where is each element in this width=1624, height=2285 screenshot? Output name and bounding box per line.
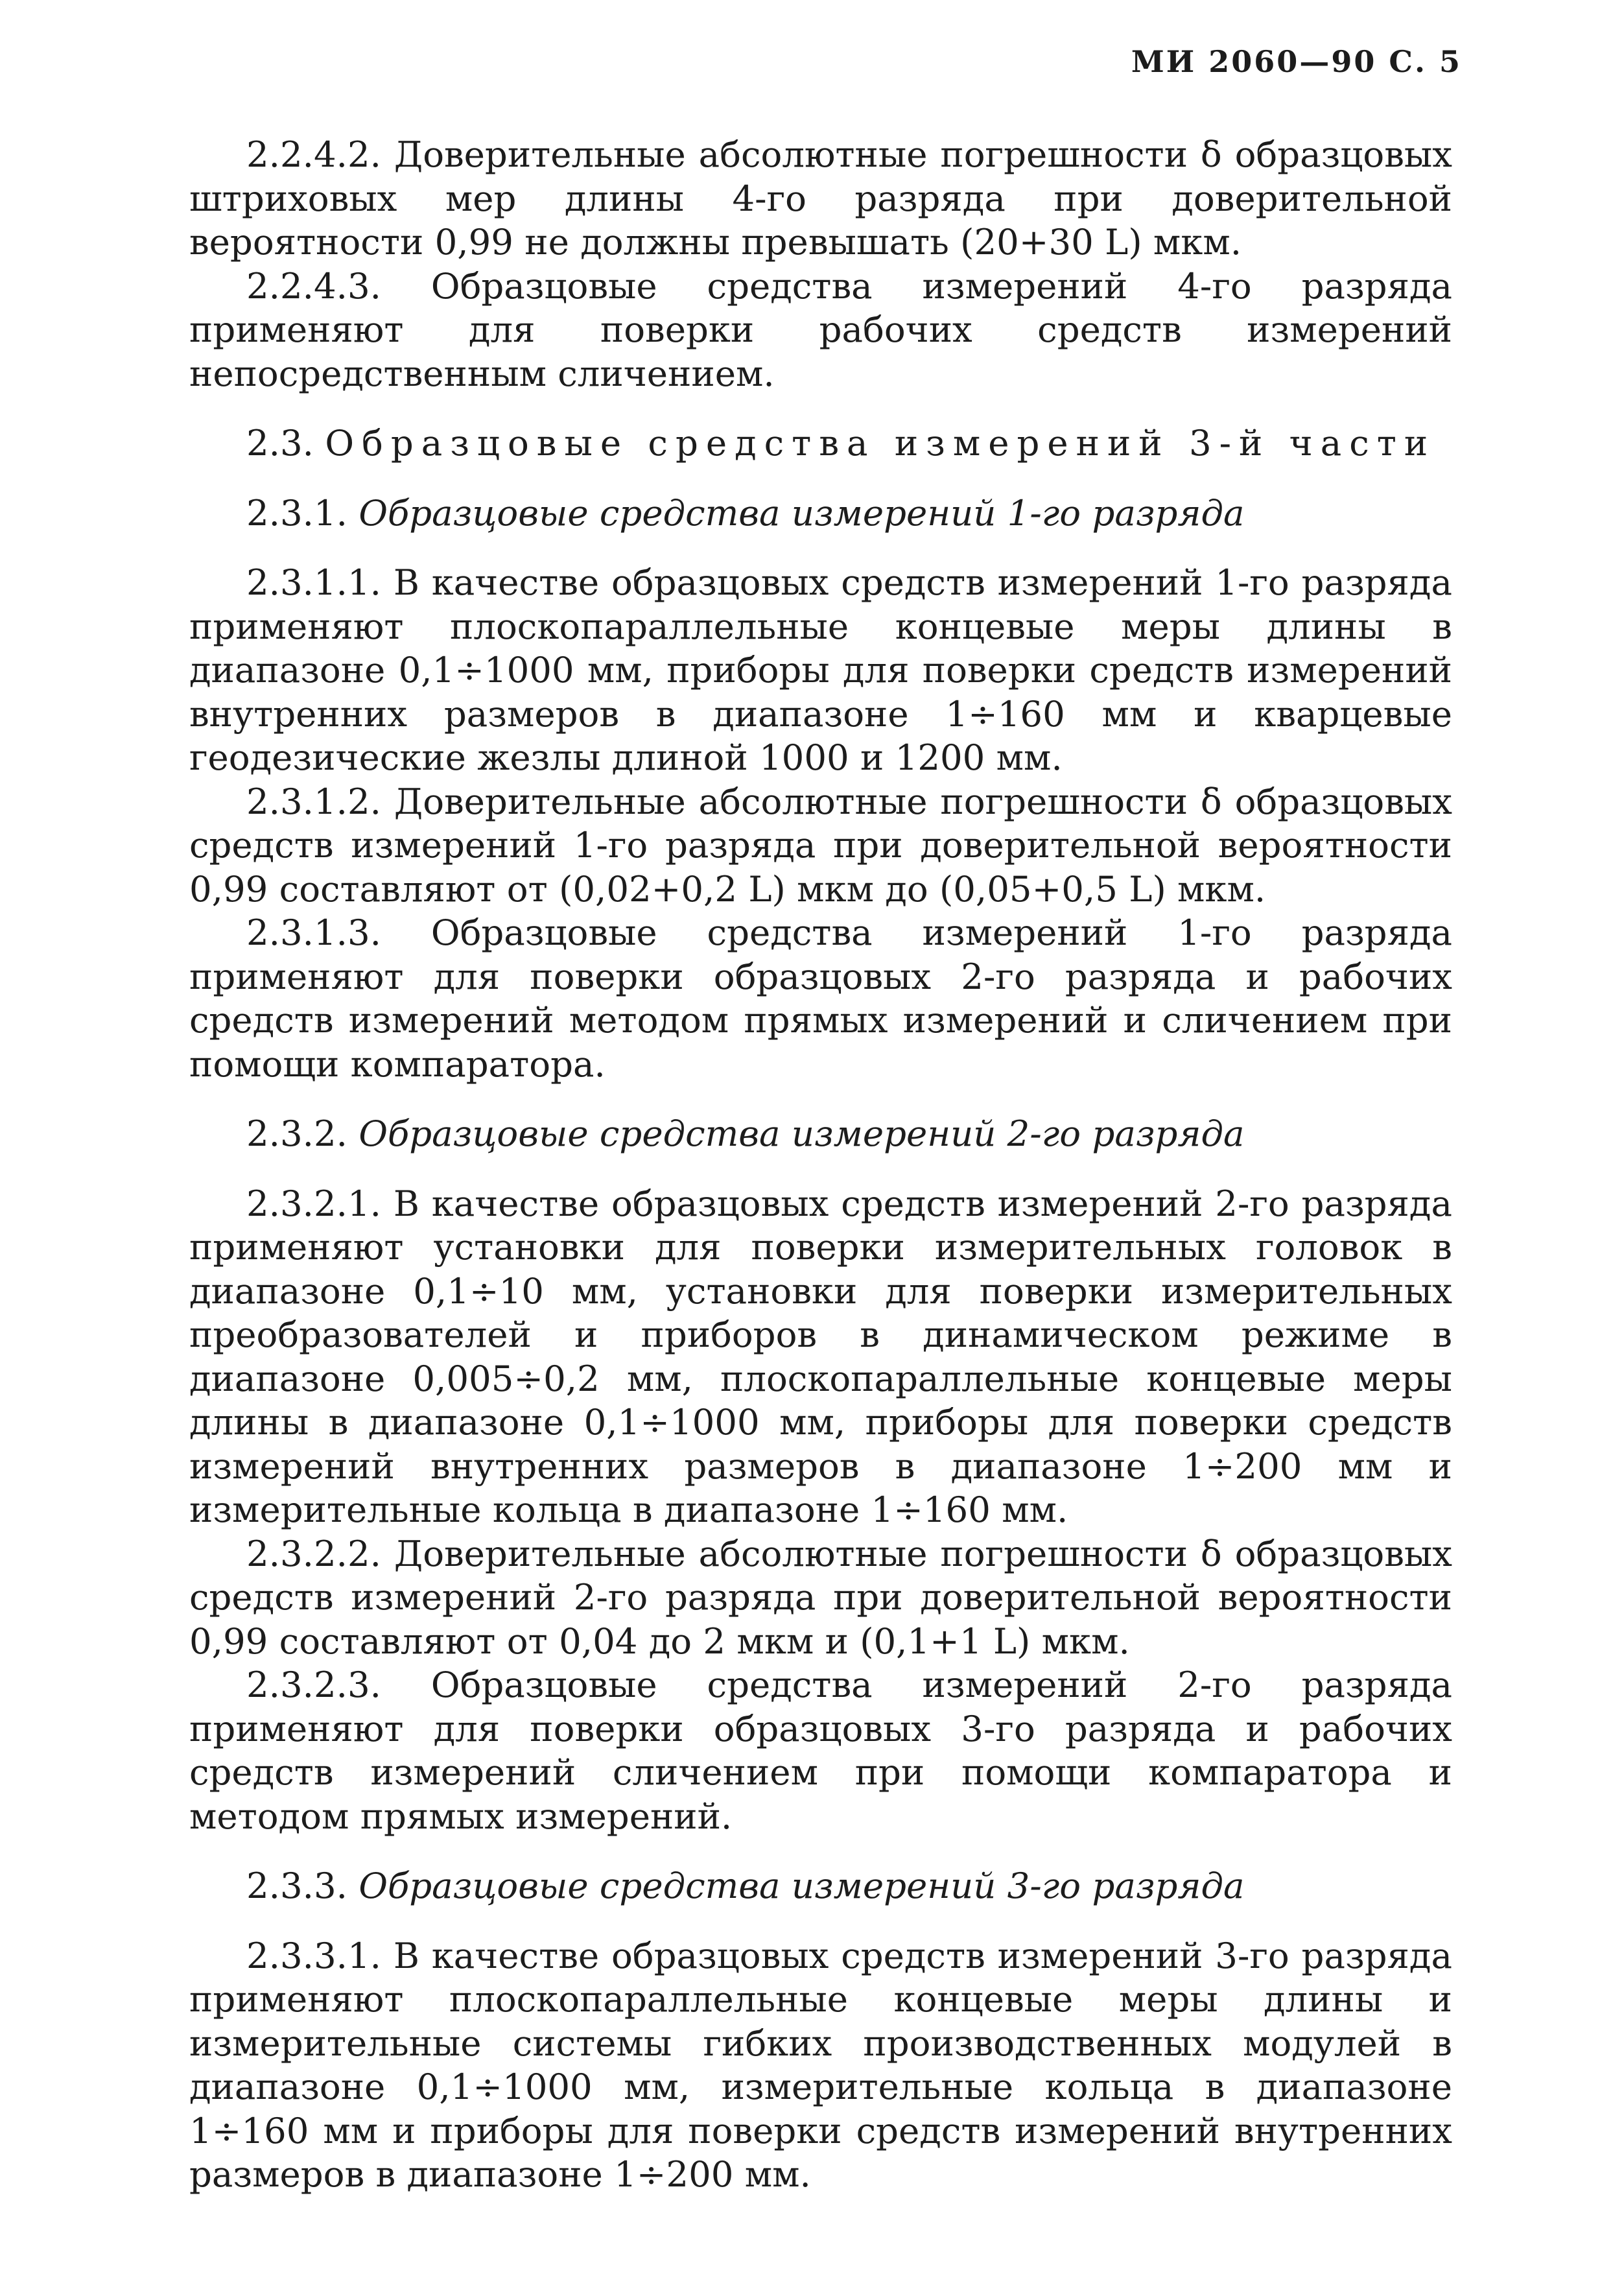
paragraph-2-3-1-2: 2.3.1.2. Доверительные абсолютные погрешности δ образцовых средств измерений 1-го разряда при доверительной вероятности 0,99 составляют от (0,02+0,2 L) мкм до (0,05+0,5 L) мкм. [189, 780, 1452, 910]
paragraph-2-2-4-3: 2.2.4.3. Образцовые средства измерений 4-го разряда применяют для поверки рабочих средств измерений непосредственным сличением. [189, 265, 1452, 394]
subsection-heading-2-3-3 [189, 1864, 1452, 1908]
subsection-title: Образцовые средства измерений 1-го разряда [359, 491, 1245, 534]
paragraph-2-3-2-1: 2.3.2.1. В качестве образцовых средств измерений 2-го разряда применяют установки для поверки измерительных головок в диапазоне 0,1÷10 мм, установки для поверки измерительных преобразователей и приборов в динамическом режиме в диапазоне 0,005÷0,2 мм, плоскопараллельные концевые меры длины в диапазоне 0,1÷1000 мм, приборы для поверки средств измерений внутренних размеров в диапазоне 1÷200 мм и измерительные кольца в диапазоне 1÷160 мм. [189, 1182, 1452, 1530]
subsection-heading-2-3-2 [189, 1112, 1452, 1156]
subsection-heading-2-3-1 [189, 491, 1452, 536]
paragraph-2-3-1-3: 2.3.1.3. Образцовые средства измерений 1-го разряда применяют для поверки образцовых 2-го разряда и рабочих средств измерений методом прямых измерений и сличением при помощи компаратора. [189, 912, 1452, 1085]
subsection-title: Образцовые средства измерений 3-го разряда [359, 1865, 1245, 1906]
section-title: Образцовые средства измерений 3-й части [325, 422, 1436, 464]
paragraph-2-3-2-3: 2.3.2.3. Образцовые средства измерений 2-го разряда применяют для поверки образцовых 3-го разряда и рабочих средств измерений сличением при помощи компаратора и методом прямых измерений. [189, 1664, 1452, 1837]
paragraph-2-3-3-1: 2.3.3.1. В качестве образцовых средств измерений 3-го разряда применяют плоскопараллельные концевые меры длины и измерительные системы гибких производственных модулей в диапазоне 0,1÷1000 мм, измерительные кольца в диапазоне 1÷160 мм и приборы для поверки средств измерений внутренних размеров в диапазоне 1÷200 мм. [189, 1934, 1452, 2195]
section-heading-2-3 [189, 421, 1452, 466]
subsection-number: 2.3.3. [246, 1865, 347, 1906]
subsection-number: 2.3.1. [246, 491, 347, 534]
paragraph-2-3-2-2: 2.3.2.2. Доверительные абсолютные погрешности δ образцовых средств измерений 2-го разряда при доверительной вероятности 0,99 составляют от 0,04 до 2 мкм и (0,1+1 L) мкм. [189, 1532, 1452, 1662]
subsection-number: 2.3.2. [246, 1113, 347, 1154]
section-number: 2.3. [246, 422, 314, 464]
paragraph-2-3-1-1: 2.3.1.1. В качестве образцовых средств измерений 1-го разряда применяют плоскопараллельные концевые меры длины в диапазоне 0,1÷1000 мм, приборы для поверки средств измерений внутренних размеров в диапазоне 1÷160 мм и кварцевые геодезические жезлы длиной 1000 и 1200 мм. [189, 562, 1452, 778]
paragraph-2-2-4-2: 2.2.4.2. Доверительные абсолютные погрешности δ образцовых штриховых мер длины 4-го разряда при доверительной вероятности 0,99 не должны превышать (20+30 L) мкм. [189, 134, 1452, 263]
page-header: МИ 2060—90 С. 5 [1131, 44, 1462, 79]
document-body [189, 133, 1452, 2197]
subsection-title: Образцовые средства измерений 2-го разряда [359, 1113, 1245, 1154]
